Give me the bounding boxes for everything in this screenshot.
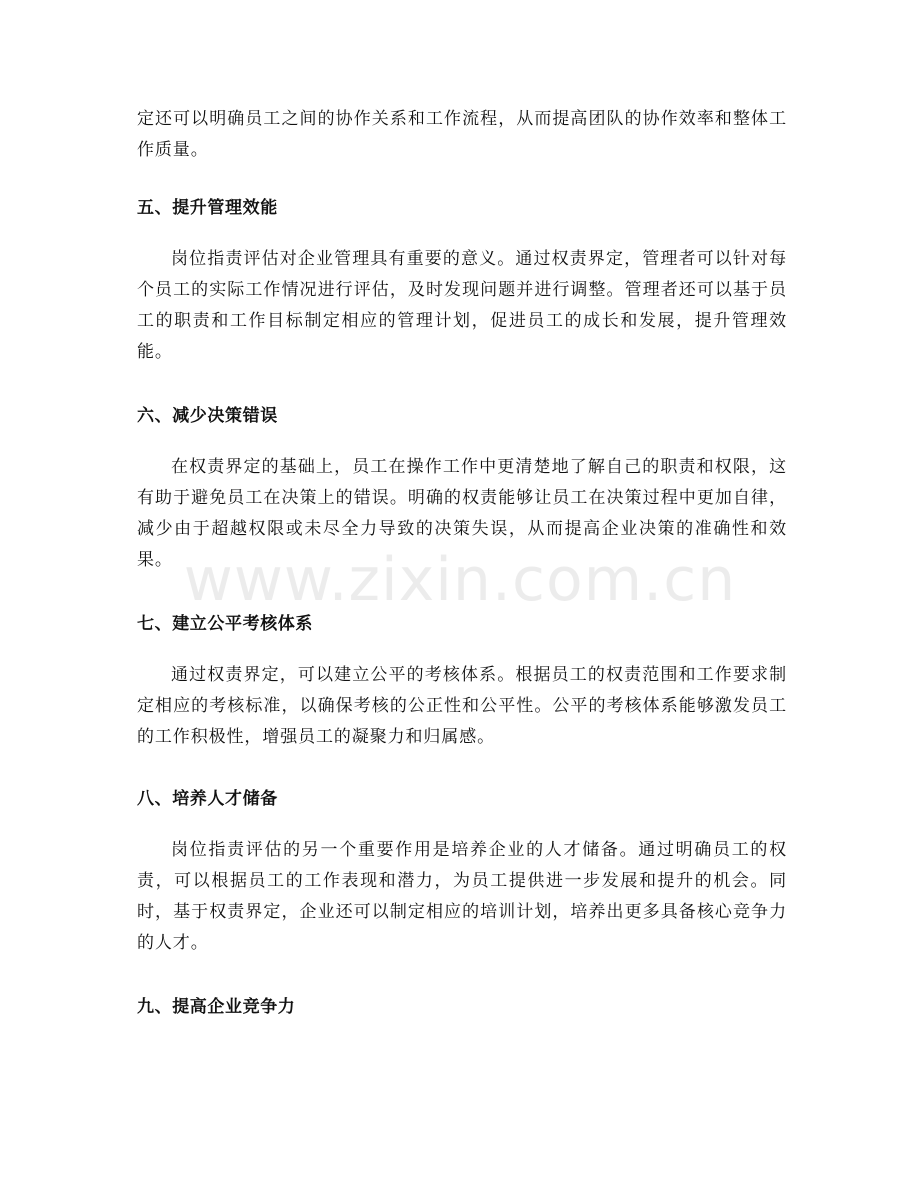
section-5-paragraph: 岗位指责评估对企业管理具有重要的意义。通过权责界定，管理者可以针对每个员工的实际工作情况进行评估，及时发现问题并进行调整。管理者还可以基于员工的职责和工作目标制定相应的管理计划，促进员工的成长和发展，提升管理效能。 bbox=[137, 249, 787, 362]
section-7-paragraph: 通过权责界定，可以建立公平的考核体系。根据员工的权责范围和工作要求制定相应的考核标准，以确保考核的公正性和公平性。公平的考核体系能够激发员工的工作积极性，增强员工的凝聚力和归属感。 bbox=[137, 665, 787, 747]
intro-continuation-paragraph: 定还可以明确员工之间的协作关系和工作流程，从而提高团队的协作效率和整体工作质量。 bbox=[137, 109, 787, 160]
section-8-heading: 八、培养人才储备 bbox=[137, 789, 278, 809]
section-6-paragraph: 在权责界定的基础上，员工在操作工作中更清楚地了解自己的职责和权限，这有助于避免员工在决策上的错误。明确的权责能够让员工在决策过程中更加自律，减少由于超越权限或未尽全力导致的决策失误，从而提高企业决策的准确性和效果。 bbox=[137, 457, 787, 570]
section-9-heading: 九、提高企业竞争力 bbox=[137, 997, 296, 1017]
site-watermark: www.zixin.com.cn bbox=[183, 545, 737, 615]
section-6-heading: 六、减少决策错误 bbox=[137, 406, 278, 426]
section-7-heading: 七、建立公平考核体系 bbox=[137, 614, 313, 634]
section-5-heading: 五、提升管理效能 bbox=[137, 198, 278, 218]
section-8-paragraph: 岗位指责评估的另一个重要作用是培养企业的人才储备。通过明确员工的权责，可以根据员工的工作表现和潜力，为员工提供进一步发展和提升的机会。同时，基于权责界定，企业还可以制定相应的培训计划，培养出更多具备核心竞争力的人才。 bbox=[137, 840, 787, 953]
